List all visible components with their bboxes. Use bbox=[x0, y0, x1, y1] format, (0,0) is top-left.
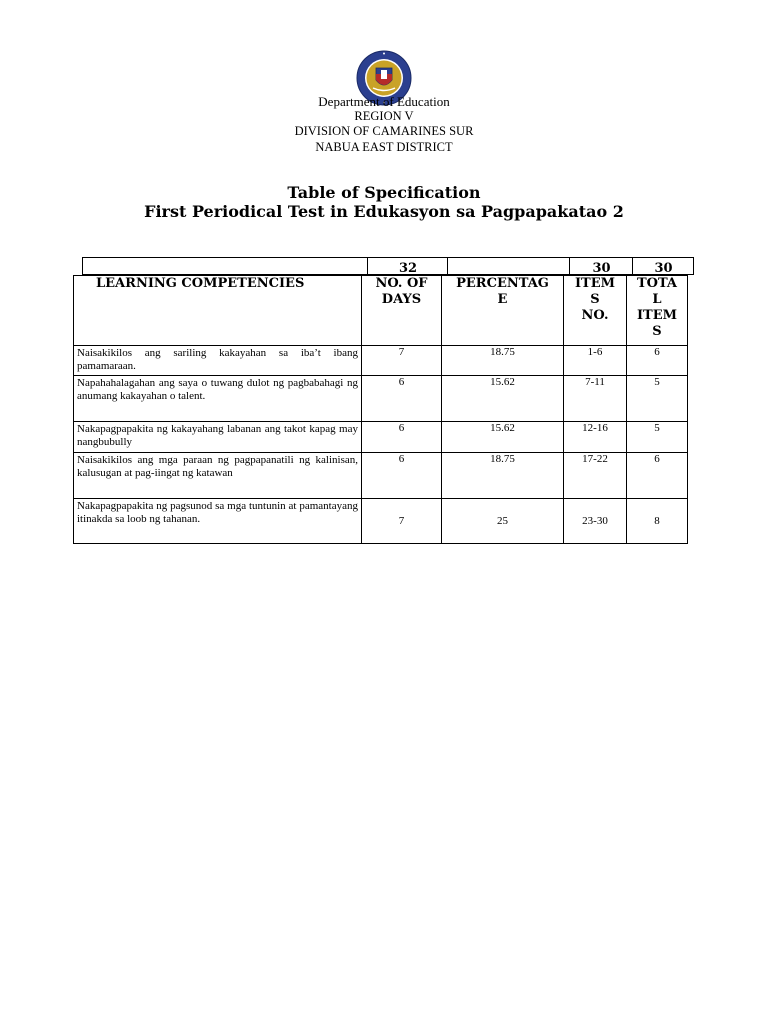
percentage-cell: 18.75 bbox=[442, 453, 564, 499]
percentage-cell: 25 bbox=[442, 499, 564, 544]
items-no-cell: 7-11 bbox=[564, 376, 627, 422]
region-name: REGION V bbox=[354, 109, 414, 123]
column-header-total-items: TOTA L ITEM S bbox=[627, 276, 688, 346]
days-cell: 6 bbox=[362, 422, 442, 453]
total-items-cell: 6 bbox=[627, 346, 688, 376]
days-cell: 7 bbox=[362, 346, 442, 376]
column-header-percentage: PERCENTAG E bbox=[442, 276, 564, 346]
items-no-cell: 1-6 bbox=[564, 346, 627, 376]
table-row bbox=[74, 346, 688, 376]
items-no-cell: 23-30 bbox=[564, 499, 627, 544]
competency-cell: Napahahalagahan ang saya o tuwang dulot ng pagbabahagi ng anumang kakayahan o talent. bbox=[74, 376, 362, 422]
total-items-cell: 5 bbox=[627, 422, 688, 453]
items-no-cell: 12-16 bbox=[564, 422, 627, 453]
competency-cell: Nakapagpapakita ng pagsunod sa mga tuntunin at pamantayang itinakda sa loob ng tahanan. bbox=[74, 499, 362, 544]
table-row bbox=[74, 453, 688, 499]
table-header-row bbox=[74, 276, 688, 346]
total-items-cell: 5 bbox=[627, 376, 688, 422]
days-cell: 6 bbox=[362, 376, 442, 422]
competency-cell: Naisakikilos ang mga paraan ng pagpapanatili ng kalinisan, kalusugan at pag-iingat ng katawan bbox=[74, 453, 362, 499]
total-days-value: 32 bbox=[367, 258, 448, 274]
days-cell: 6 bbox=[362, 453, 442, 499]
table-row bbox=[74, 499, 688, 544]
document-subtitle: First Periodical Test in Edukasyon sa Pagpapakatao 2 bbox=[144, 202, 624, 221]
percentage-cell: 15.62 bbox=[442, 422, 564, 453]
district-name: NABUA EAST DISTRICT bbox=[315, 140, 453, 154]
grand-total-items-value: 30 bbox=[632, 258, 694, 274]
total-items-cell: 6 bbox=[627, 453, 688, 499]
document-title: Table of Specification bbox=[287, 183, 481, 202]
percentage-cell: 15.62 bbox=[442, 376, 564, 422]
summary-row bbox=[82, 257, 694, 275]
percentage-cell: 18.75 bbox=[442, 346, 564, 376]
items-no-cell: 17-22 bbox=[564, 453, 627, 499]
column-header-days: NO. OF DAYS bbox=[362, 276, 442, 346]
days-cell: 7 bbox=[362, 499, 442, 544]
total-items-cell: 8 bbox=[627, 499, 688, 544]
summary-empty-cell bbox=[447, 258, 570, 274]
table-row bbox=[74, 422, 688, 453]
column-header-competencies: LEARNING COMPETENCIES bbox=[74, 276, 362, 346]
table-row bbox=[74, 376, 688, 422]
specification-table bbox=[73, 275, 688, 544]
competency-cell: Nakapagpapakita ng kakayahang labanan ang takot kapag may nangbubully bbox=[74, 422, 362, 453]
competency-cell: Naisakikilos ang sariling kakayahan sa iba’t ibang pamamaraan. bbox=[74, 346, 362, 376]
division-name: DIVISION OF CAMARINES SUR bbox=[294, 124, 474, 138]
column-header-items-no: ITEM S NO. bbox=[564, 276, 627, 346]
department-name: Department of Education bbox=[318, 94, 450, 109]
total-items-value: 30 bbox=[569, 258, 633, 274]
